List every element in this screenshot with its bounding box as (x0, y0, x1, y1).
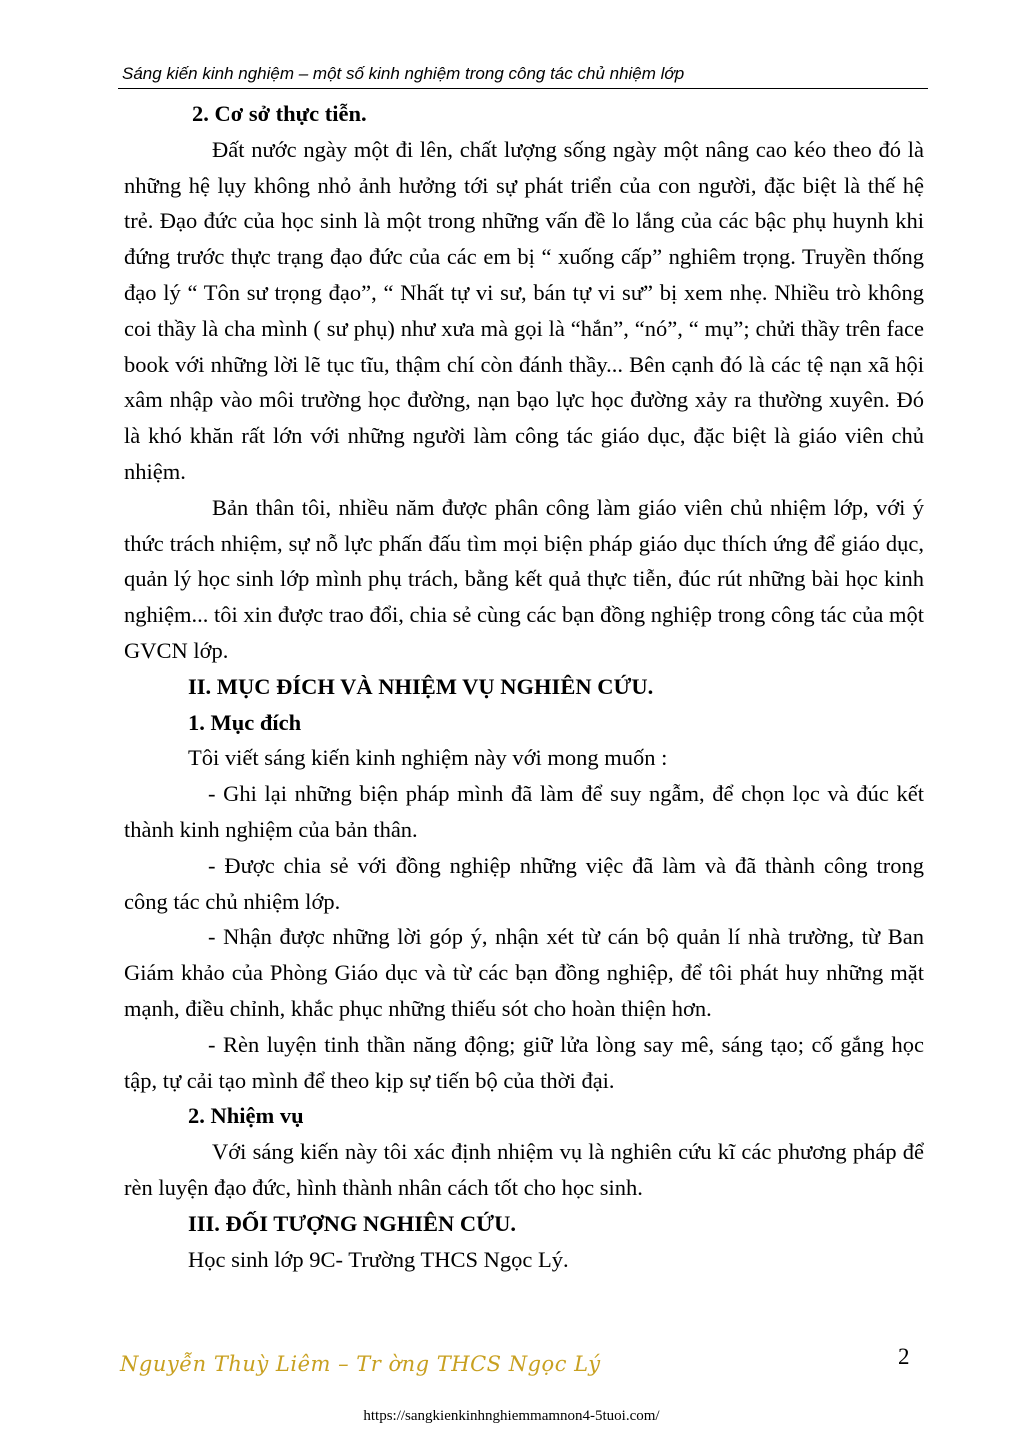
section-heading-practical-basis: 2. Cơ sở thực tiễn. (192, 101, 367, 126)
document-body (124, 96, 924, 1277)
section-heading-purpose-and-tasks: II. MỤC ĐÍCH VÀ NHIỆM VỤ NGHIÊN CỨU. (188, 673, 654, 699)
running-header: Sáng kiến kinh nghiệm – một số kinh nghiệm trong công tác chủ nhiệm lớp (122, 64, 685, 83)
paragraph-tasks: Với sáng kiến này tôi xác định nhiệm vụ là nghiên cứu kĩ các phương pháp để rèn luyện đạo đức, hình thành nhân cách tốt cho học sinh. (124, 1139, 924, 1200)
paragraph-practical-basis-2: Bản thân tôi, nhiều năm được phân công làm giáo viên chủ nhiệm lớp, với ý thức trách nhiệm, sự nỗ lực phấn đấu tìm mọi biện pháp giáo dục thích ứng để giáo dục, quản lý học sinh lớp mình phụ trách, bằng kết quả thực tiễn, đúc rút những bài học kinh nghiệm... tôi xin được trao đổi, chia sẻ cùng các bạn đồng nghiệp trong công tác của một GVCN lớp. (124, 494, 924, 663)
purpose-intro: Tôi viết sáng kiến kinh nghiệm này với mong muốn : (188, 745, 668, 771)
purpose-item: - Rèn luyện tinh thần năng động; giữ lửa lòng say mê, sáng tạo; cố gắng học tập, tự cải tạo mình để theo kịp sự tiến bộ của thời đại. (124, 1031, 924, 1093)
header-divider (118, 88, 928, 89)
page-number: 2 (898, 1344, 910, 1369)
subheading-purpose: 1. Mục đích (188, 709, 302, 735)
purpose-item: - Được chia sẻ với đồng nghiệp những việc đã làm và đã thành công trong công tác chủ nhiệm lớp. (124, 852, 924, 914)
section-heading-research-subject: III. ĐỐI TƯỢNG NGHIÊN CỨU. (188, 1210, 516, 1236)
purpose-item: - Ghi lại những biện pháp mình đã làm để suy ngẫm, để chọn lọc và đúc kết thành kinh nghiệm của bản thân. (124, 781, 924, 842)
purpose-item: - Nhận được những lời góp ý, nhận xét từ cán bộ quản lí nhà trường, từ Ban Giám khảo của Phòng Giáo dục và từ các bạn đồng nghiệp, để tôi phát huy những mặt mạnh, điều chỉnh, khắc phục những thiếu sót cho hoàn thiện hơn. (124, 924, 924, 1021)
paragraph-practical-basis-1: Đất nước ngày một đi lên, chất lượng sống ngày một nâng cao kéo theo đó là những hệ lụy không nhỏ ảnh hưởng tới sự phát triển của con người, đặc biệt là thế hệ trẻ. Đạo đức của học sinh là một trong những vấn đề lo lắng của các bậc phụ huynh khi đứng trước thực trạng đạo đức của các em bị “ xuống cấp” nghiêm trọng. Truyền thống đạo lý “ Tôn sư trọng đạo”, “ Nhất tự vi sư, bán tự vi sư” bị xem nhẹ. Nhiều trò không coi thầy là cha mình ( sư phụ) như xưa mà gọi là “hắn”, “nó”, “ mụ”; chửi thầy trên face book với những lời lẽ tục tĩu, thậm chí còn đánh thầy... Bên cạnh đó là các tệ nạn xã hội xâm nhập vào môi trường học đường, nạn bạo lực học đường xảy ra thường xuyên. Đó là khó khăn rất lớn với những người làm công tác giáo dục, đặc biệt là giáo viên chủ nhiệm. (124, 136, 924, 484)
footer-url: https://sangkienkinhnghiemmamnon4-5tuoi.com/ (363, 1408, 660, 1424)
paragraph-research-subject: Học sinh lớp 9C- Trường THCS Ngọc Lý. (188, 1246, 569, 1272)
subheading-tasks: 2. Nhiệm vụ (188, 1103, 304, 1129)
footer-author: Nguyễn Thuỳ Liêm – Tr ờng THCS Ngọc Lý (120, 1352, 601, 1376)
